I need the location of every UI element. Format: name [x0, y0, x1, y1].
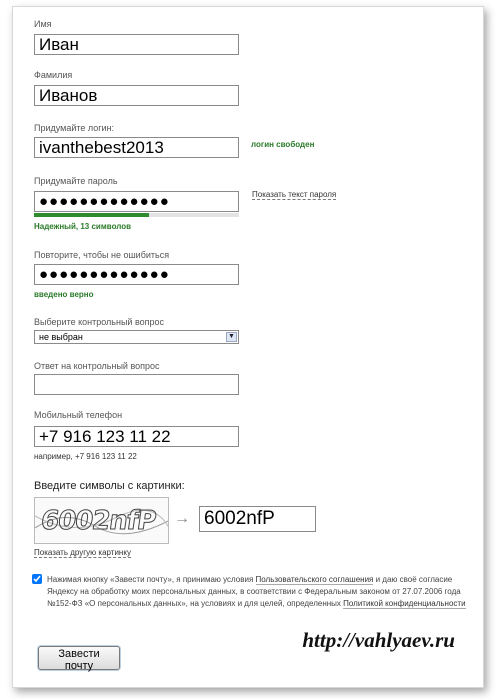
- password-repeat-label: Повторите, чтобы не ошибиться: [34, 250, 170, 260]
- login-label: Придумайте логин:: [34, 123, 115, 133]
- agreement-checkbox[interactable]: [32, 574, 42, 584]
- registration-form: [12, 6, 484, 688]
- password-strength-text: Надежный, 13 символов: [34, 222, 132, 231]
- phone-input[interactable]: [34, 426, 239, 447]
- other-captcha-link[interactable]: Показать другую картинку: [34, 548, 131, 557]
- arrow-right-icon: →: [174, 510, 190, 527]
- security-answer-input[interactable]: [34, 374, 239, 395]
- password-repeat-status: введено верно: [34, 290, 94, 299]
- create-mail-button[interactable]: Завести почту: [38, 646, 120, 670]
- phone-hint: например, +7 916 123 11 22: [34, 452, 137, 461]
- phone-label: Мобильный телефон: [34, 410, 123, 420]
- agreement-text-part-1: Нажимая кнопку «Завести почту», я принимаю условия: [47, 575, 256, 584]
- agreement-text: [47, 574, 471, 610]
- watermark: http://vahlyaev.ru: [302, 628, 455, 652]
- show-password-link[interactable]: Показать текст пароля: [252, 190, 337, 199]
- user-agreement-link[interactable]: Пользовательского соглашения: [255, 575, 374, 584]
- captcha-title: Введите символы с картинки:: [34, 480, 185, 492]
- first-name-label: Имя: [34, 19, 52, 29]
- password-label: Придумайте пароль: [34, 176, 118, 186]
- password-input[interactable]: [34, 191, 239, 212]
- chevron-down-icon[interactable]: ▼: [226, 332, 237, 342]
- security-question-value: не выбран: [39, 332, 83, 342]
- first-name-input[interactable]: [34, 34, 239, 55]
- privacy-policy-link[interactable]: Политикой конфиденциальности: [343, 599, 466, 608]
- captcha-image-text: 6002nfP: [38, 506, 158, 536]
- password-repeat-input[interactable]: [34, 264, 239, 285]
- last-name-input[interactable]: [34, 85, 239, 106]
- security-answer-label: Ответ на контрольный вопрос: [34, 361, 160, 371]
- login-input[interactable]: [34, 137, 239, 158]
- last-name-label: Фамилия: [34, 70, 73, 80]
- security-question-label: Выберите контрольный вопрос: [34, 317, 165, 327]
- login-status: логин свободен: [251, 140, 315, 149]
- security-question-select[interactable]: [34, 330, 239, 344]
- captcha-input[interactable]: [199, 506, 316, 532]
- password-strength-bar: [34, 213, 239, 217]
- agreement-text-part-2: и даю своё согласие Яндексу на обработку моих персональных данных, в соответствии с Федеральным законом от 27.07.2006 года №152-ФЗ «О персональных данных», на условиях и для целей, определенных: [47, 575, 461, 608]
- captcha-image: [34, 497, 169, 544]
- password-strength-fill: [34, 213, 149, 217]
